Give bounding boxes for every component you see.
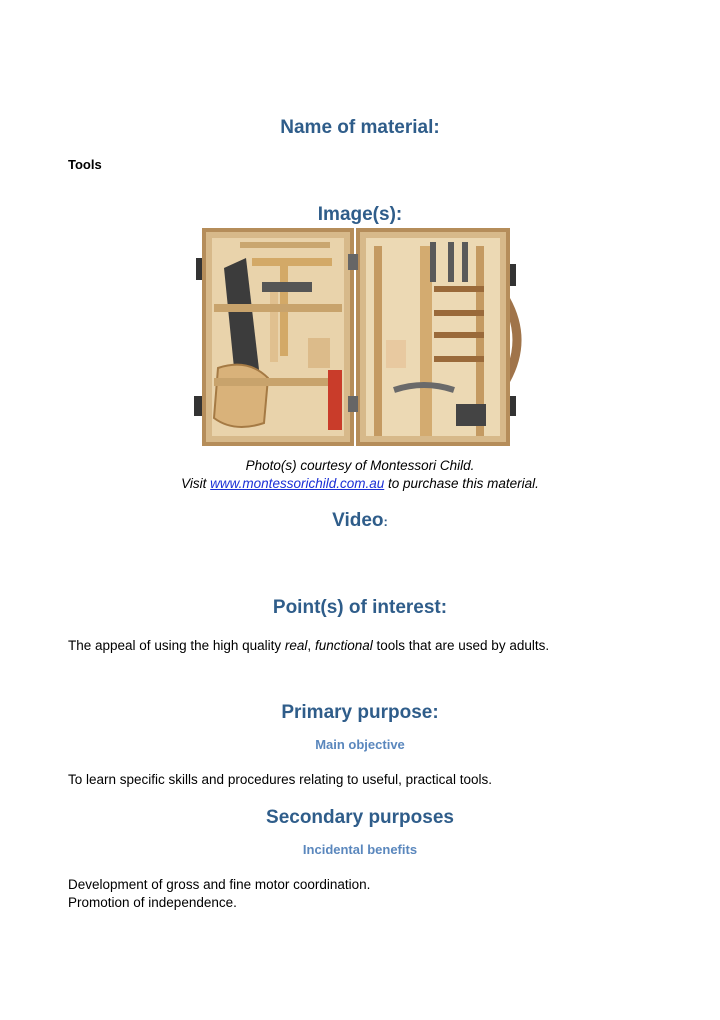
interest-functional: functional [314,638,373,653]
primary-subheading: Main objective [315,737,405,752]
interest-text [68,637,549,655]
name-heading: Name of material: [280,117,440,138]
video-heading [0,510,720,532]
photo-credit: Photo(s) courtesy of Montessori Child. [245,458,475,473]
montessori-link[interactable]: www.montessorichild.com.au [210,476,385,491]
secondary-heading: Secondary purposes [266,807,454,828]
secondary-line-1: Development of gross and fine motor coordination. [68,877,371,892]
video-heading-text: Video [332,510,384,531]
purchase-text: to purchase this material. [388,476,539,491]
tool-box-photo [190,228,526,446]
primary-text: To learn specific skills and procedures relating to useful, practical tools. [68,772,492,787]
material-name: Tools [68,157,102,172]
interest-post: tools that are used by adults. [372,638,550,653]
secondary-subheading: Incidental benefits [302,842,418,857]
interest-pre: The appeal of using the high quality [68,638,285,653]
secondary-line-2: Promotion of independence. [68,895,237,910]
purchase-line [0,475,720,493]
visit-text: Visit [181,476,207,491]
saw-handle [214,365,268,427]
image-heading: Image(s): [317,204,403,225]
interest-heading: Point(s) of interest: [272,597,448,618]
video-colon: : [383,514,388,529]
interest-comma: , [307,638,315,653]
interest-real: real [284,638,308,653]
primary-heading: Primary purpose: [281,702,439,723]
